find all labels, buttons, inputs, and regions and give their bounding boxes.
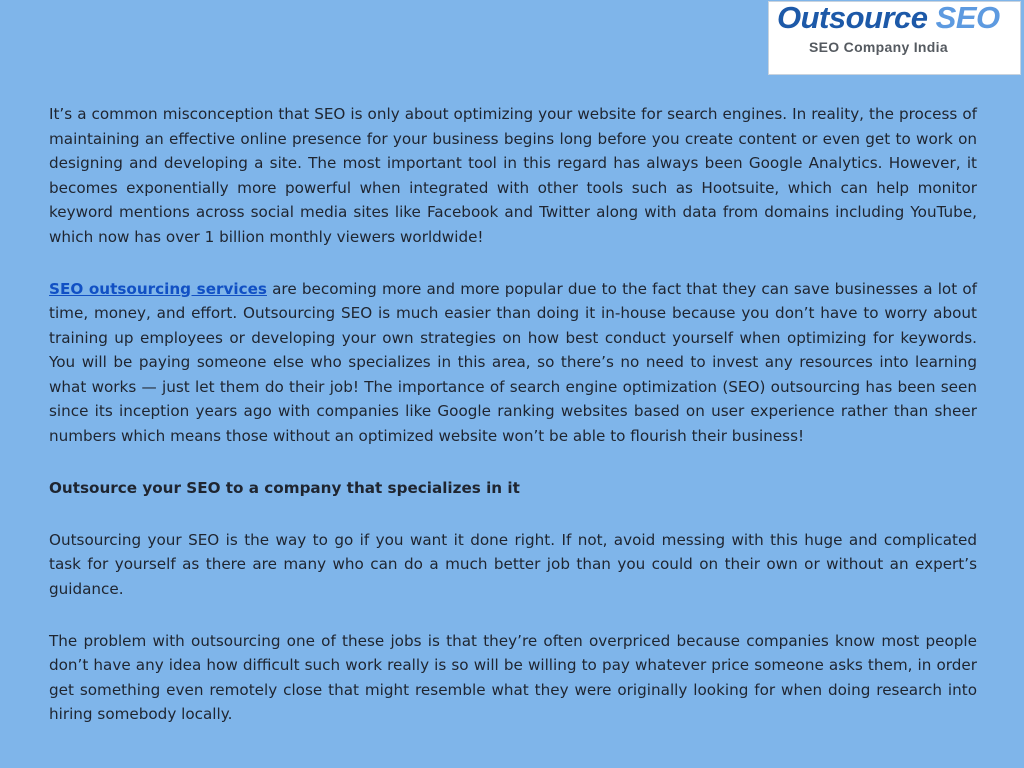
paragraph-outsource-right: Outsourcing your SEO is the way to go if you want it done right. If not, avoid messing with this huge and complicated task for yourself as there are many who can do a much better job than you could on their own or without an expert’s guidance.: [49, 530, 977, 598]
company-logo: [768, 1, 1021, 75]
article-body: [49, 102, 977, 754]
logo-subtitle: SEO Company India: [809, 39, 948, 55]
logo-title: [777, 2, 1000, 34]
paragraph-outsourcing-services: [49, 277, 977, 449]
seo-outsourcing-services-link[interactable]: SEO outsourcing services: [49, 279, 267, 298]
logo-word-seo: SEO: [935, 0, 1000, 35]
paragraph-outsourcing-services-text: are becoming more and more popular due to the fact that they can save businesses a lot of time, money, and effort. Outsourcing SEO is much easier than doing it in-house because you don’t have to worry about training up employees or developing your own strategies on how best conduct yourself when optimizing for keywords. You will be paying someone else who specializes in this area, so there’s no need to invest any resources into learning what works — just let them do their job! The importance of search engine optimization (SEO) outsourcing has been seen since its inception years ago with companies like Google ranking websites based on user experience rather than sheer numbers which means those without an optimized website won’t be able to flourish their business!: [49, 279, 977, 445]
paragraph-intro: It’s a common misconception that SEO is only about optimizing your website for search engines. In reality, the process of maintaining an effective online presence for your business begins long before you create content or even get to work on designing and developing a site. The most important tool in this regard has always been Google Analytics. However, it becomes exponentially more powerful when integrated with other tools such as Hootsuite, which can help monitor keyword mentions across social media sites like Facebook and Twitter along with data from domains including YouTube, which now has over 1 billion monthly viewers worldwide!: [49, 105, 977, 246]
paragraph-overpriced: The problem with outsourcing one of these jobs is that they’re often overpriced because companies know most people don’t have any idea how difficult such work really is so will be willing to pay whatever price someone asks them, in order get something even remotely close that might resemble what they were originally looking for when doing research into hiring somebody locally.: [49, 631, 977, 723]
logo-word-outsource: Outsource: [777, 0, 928, 35]
section-heading: Outsource your SEO to a company that specializes in it: [49, 478, 520, 497]
